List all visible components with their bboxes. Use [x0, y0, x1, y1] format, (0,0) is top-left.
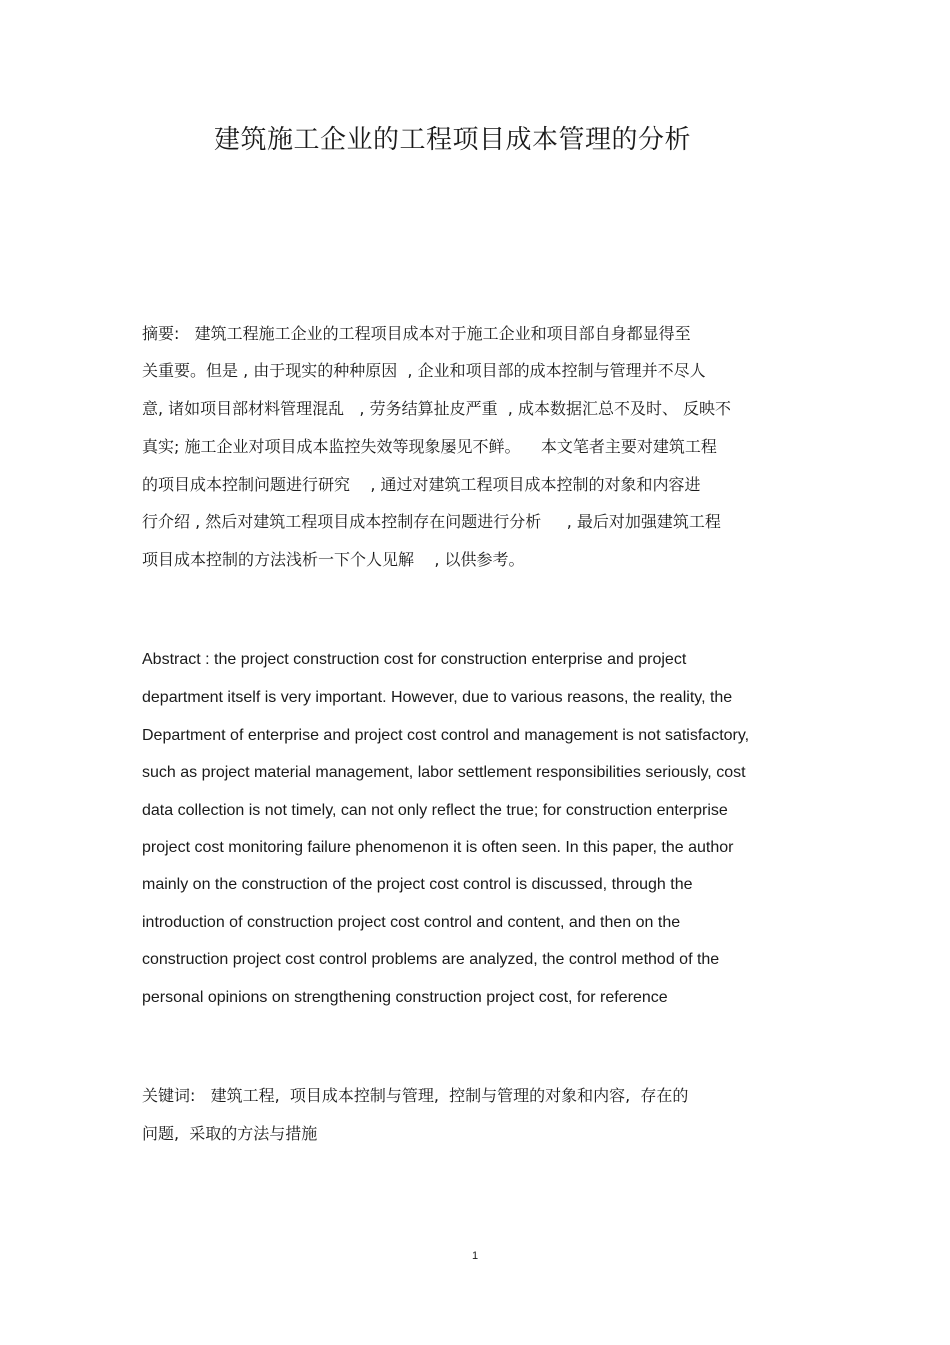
abstract-zh-line: 行介绍 , 然后对建筑工程项目成本控制存在问题进行分析 , 最后对加强建筑工程 — [142, 512, 721, 531]
abstract-en-line: Abstract : the project construction cost for construction enterprise and project — [142, 651, 687, 668]
abstract-zh-line: 关重要。但是 , 由于现实的种种原因 , 企业和项目部的成本控制与管理并不尽人 — [142, 361, 706, 380]
abstract-zh-line: 意, 诸如项目部材料管理混乱 , 劳务结算扯皮严重 , 成本数据汇总不及时、 反映不 — [142, 399, 732, 418]
abstract-en-line: construction project cost control problems are analyzed, the control method of the — [142, 951, 720, 968]
abstract-en-line: department itself is very important. However, due to various reasons, the reality, the — [142, 689, 733, 706]
abstract-zh-line: 真实; 施工企业对项目成本监控失效等现象屡见不鲜。 本文笔者主要对建筑工程 — [142, 437, 717, 456]
abstract-en-line: project cost monitoring failure phenomenon it is often seen. In this paper, the author — [142, 839, 734, 856]
paper-title: 建筑施工企业的工程项目成本管理的分析 — [213, 125, 691, 155]
keywords-line: 关键词: 建筑工程, 项目成本控制与管理, 控制与管理的对象和内容, 存在的 — [142, 1086, 689, 1105]
abstract-en-line: introduction of construction project cost control and content, and then on the — [142, 914, 681, 931]
abstract-zh-line: 摘要: 建筑工程施工企业的工程项目成本对于施工企业和项目部自身都显得至 — [142, 324, 691, 343]
abstract-en-line: such as project material management, labor settlement responsibilities seriously, cost — [142, 764, 746, 781]
abstract-zh-line: 项目成本控制的方法浅析一下个人见解 , 以供参考。 — [142, 550, 525, 569]
abstract-zh-line: 的项目成本控制问题进行研究 , 通过对建筑工程项目成本控制的对象和内容进 — [142, 475, 701, 494]
keywords-line: 问题, 采取的方法与措施 — [142, 1124, 318, 1143]
abstract-en-line: personal opinions on strengthening construction project cost, for reference — [142, 989, 668, 1006]
abstract-en-line: data collection is not timely, can not only reflect the true; for construction enterprise — [142, 802, 728, 819]
page-number: 1 — [471, 1250, 479, 1262]
abstract-en-line: mainly on the construction of the project cost control is discussed, through the — [142, 876, 693, 893]
abstract-en-line: Department of enterprise and project cost control and management is not satisfactory, — [142, 727, 750, 744]
